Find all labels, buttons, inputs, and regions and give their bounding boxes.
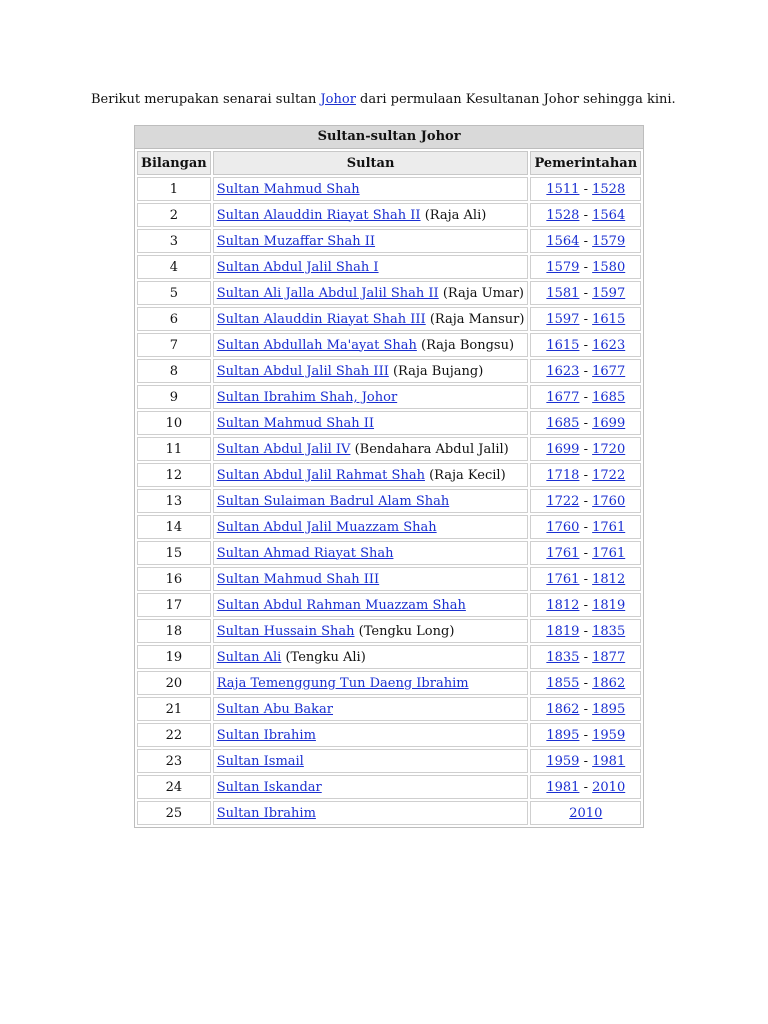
reign-cell [530,463,641,487]
reign-end-link[interactable]: 1877 [592,649,626,665]
sultan-link[interactable]: Sultan Abdullah Ma'ayat Shah [216,337,417,353]
table-row [137,567,641,591]
reign-separator: - [579,415,593,431]
table-row [137,697,641,721]
reign-start-link[interactable]: 1511 [546,181,580,197]
sultan-cell [213,489,529,513]
sultan-cell [213,567,529,591]
row-number: 16 [137,567,211,591]
sultan-link[interactable]: Sultan Hussain Shah [216,623,355,639]
sultan-cell [213,333,529,357]
sultan-link[interactable]: Sultan Ahmad Riayat Shah [216,545,394,561]
reign-cell [530,255,641,279]
sultan-link[interactable]: Sultan Mahmud Shah [216,181,360,197]
reign-start-link[interactable]: 1895 [546,727,580,743]
reign-cell [530,619,641,643]
sultan-cell [213,203,529,227]
table-row [137,411,641,435]
sultan-cell [213,645,529,669]
reign-cell [530,801,641,825]
sultan-table-container [134,125,638,828]
row-number: 5 [137,281,211,305]
reign-separator: - [579,311,593,327]
row-number: 2 [137,203,211,227]
reign-end-link[interactable]: 1895 [592,701,626,717]
table-row [137,463,641,487]
reign-separator: - [579,779,593,795]
sultan-link[interactable]: Sultan Abdul Jalil Muazzam Shah [216,519,437,535]
reign-end-link[interactable]: 1722 [592,467,626,483]
reign-end-link[interactable]: 1819 [592,597,626,613]
reign-end-link[interactable]: 1835 [592,623,626,639]
table-row [137,255,641,279]
table-row [137,593,641,617]
reign-separator: - [579,207,593,223]
reign-cell [530,411,641,435]
reign-end-link[interactable]: 1720 [592,441,626,457]
row-number: 9 [137,385,211,409]
sultan-table [134,125,644,828]
reign-start-link[interactable]: 1835 [546,649,580,665]
row-number: 4 [137,255,211,279]
table-row [137,281,641,305]
reign-start-link[interactable]: 1981 [546,779,580,795]
sultan-alias: (Raja Bujang) [392,363,484,379]
table-row [137,619,641,643]
sultan-cell [213,671,529,695]
sultan-cell [213,229,529,253]
reign-end-link[interactable]: 1580 [592,259,626,275]
intro-paragraph [91,90,731,110]
sultan-alias: (Raja Kecil) [429,467,506,483]
sultan-link[interactable]: Sultan Abu Bakar [216,701,333,717]
reign-cell [530,697,641,721]
table-row [137,749,641,773]
reign-separator: - [579,285,593,301]
sultan-link[interactable]: Sultan Ali Jalla Abdul Jalil Shah II [216,285,439,301]
reign-start-link[interactable]: 1959 [546,753,580,769]
reign-end-link[interactable]: 1528 [592,181,626,197]
reign-separator: - [579,649,593,665]
row-number: 21 [137,697,211,721]
row-number: 8 [137,359,211,383]
reign-start-link[interactable]: 1812 [546,597,580,613]
sultan-link[interactable]: Sultan Alauddin Riayat Shah II [216,207,421,223]
reign-end-link[interactable]: 1685 [592,389,626,405]
table-row [137,333,641,357]
sultan-link[interactable]: Sultan Ibrahim Shah, Johor [216,389,398,405]
sultan-cell [213,541,529,565]
reign-separator: - [579,233,593,249]
reign-start-link[interactable]: 2010 [569,805,603,821]
table-body [137,177,641,825]
reign-separator: - [579,519,593,535]
header-sultan: Sultan [213,151,529,175]
sultan-link[interactable]: Sultan Abdul Jalil Shah I [216,259,379,275]
reign-separator: - [579,467,593,483]
reign-separator: - [579,727,593,743]
table-row [137,671,641,695]
reign-end-link[interactable]: 1761 [592,519,626,535]
reign-separator: - [579,571,593,587]
reign-start-link[interactable]: 1862 [546,701,580,717]
sultan-cell [213,723,529,747]
table-row [137,645,641,669]
sultan-cell [213,385,529,409]
sultan-cell [213,775,529,799]
reign-separator: - [579,337,593,353]
sultan-cell [213,697,529,721]
sultan-link[interactable]: Sultan Abdul Jalil Shah III [216,363,389,379]
reign-separator: - [579,441,593,457]
reign-start-link[interactable]: 1722 [546,493,580,509]
table-row [137,541,641,565]
sultan-link[interactable]: Raja Temenggung Tun Daeng Ibrahim [216,675,469,691]
reign-cell [530,723,641,747]
sultan-alias: (Raja Ali) [424,207,487,223]
reign-end-link[interactable]: 1981 [592,753,626,769]
reign-start-link[interactable]: 1579 [546,259,580,275]
reign-start-link[interactable]: 1581 [546,285,580,301]
sultan-link[interactable]: Sultan Ali [216,649,282,665]
reign-start-link[interactable]: 1819 [546,623,580,639]
row-number: 6 [137,307,211,331]
row-number: 15 [137,541,211,565]
reign-start-link[interactable]: 1761 [546,571,580,587]
row-number: 19 [137,645,211,669]
table-row [137,359,641,383]
reign-cell [530,333,641,357]
sultan-cell [213,437,529,461]
sultan-link[interactable]: Sultan Sulaiman Badrul Alam Shah [216,493,450,509]
table-row [137,801,641,825]
sultan-link[interactable]: Sultan Ibrahim [216,805,316,821]
table-row [137,307,641,331]
table-row [137,229,641,253]
sultan-alias: (Tengku Ali) [285,649,366,665]
row-number: 18 [137,619,211,643]
reign-start-link[interactable]: 1855 [546,675,580,691]
reign-start-link[interactable]: 1699 [546,441,580,457]
reign-cell [530,229,641,253]
reign-end-link[interactable]: 1812 [592,571,626,587]
reign-cell [530,203,641,227]
table-row [137,437,641,461]
sultan-alias: (Raja Umar) [442,285,524,301]
sultan-cell [213,177,529,201]
reign-cell [530,307,641,331]
reign-cell [530,593,641,617]
reign-separator: - [579,493,593,509]
reign-cell [530,749,641,773]
intro-text-after: dari permulaan Kesultanan Johor sehingga kini. [355,92,676,107]
row-number: 1 [137,177,211,201]
row-number: 12 [137,463,211,487]
reign-end-link[interactable]: 1862 [592,675,626,691]
reign-cell [530,177,641,201]
reign-start-link[interactable]: 1623 [546,363,580,379]
header-pemerintahan: Pemerintahan [530,151,641,175]
sultan-link[interactable]: Sultan Ismail [216,753,304,769]
sultan-link[interactable]: Sultan Alauddin Riayat Shah III [216,311,426,327]
sultan-alias: (Tengku Long) [358,623,455,639]
reign-end-link[interactable]: 1623 [592,337,626,353]
sultan-cell [213,255,529,279]
sultan-cell [213,593,529,617]
reign-separator: - [579,597,593,613]
reign-cell [530,645,641,669]
row-number: 25 [137,801,211,825]
reign-end-link[interactable]: 1760 [592,493,626,509]
row-number: 13 [137,489,211,513]
sultan-link[interactable]: Sultan Mahmud Shah III [216,571,380,587]
sultan-cell [213,619,529,643]
reign-cell [530,385,641,409]
reign-start-link[interactable]: 1760 [546,519,580,535]
sultan-alias: (Raja Mansur) [429,311,525,327]
sultan-alias: (Raja Bongsu) [421,337,515,353]
reign-start-link[interactable]: 1597 [546,311,580,327]
sultan-link[interactable]: Sultan Abdul Jalil Rahmat Shah [216,467,425,483]
table-row [137,775,641,799]
reign-separator: - [579,701,593,717]
reign-end-link[interactable]: 1761 [592,545,626,561]
reign-start-link[interactable]: 1718 [546,467,580,483]
reign-cell [530,775,641,799]
table-row [137,177,641,201]
reign-cell [530,489,641,513]
reign-start-link[interactable]: 1677 [546,389,580,405]
row-number: 20 [137,671,211,695]
sultan-cell [213,359,529,383]
johor-link[interactable]: Johor [320,92,356,107]
reign-end-link[interactable]: 2010 [592,779,626,795]
row-number: 11 [137,437,211,461]
reign-separator: - [579,259,593,275]
reign-cell [530,671,641,695]
table-header-row [137,151,641,175]
reign-separator: - [579,389,593,405]
reign-separator: - [579,753,593,769]
reign-start-link[interactable]: 1615 [546,337,580,353]
reign-end-link[interactable]: 1615 [592,311,626,327]
row-number: 23 [137,749,211,773]
sultan-cell [213,515,529,539]
reign-separator: - [579,675,593,691]
reign-end-link[interactable]: 1677 [592,363,626,379]
reign-end-link[interactable]: 1579 [592,233,626,249]
sultan-cell [213,801,529,825]
sultan-cell [213,281,529,305]
reign-cell [530,515,641,539]
reign-end-link[interactable]: 1564 [592,207,626,223]
reign-start-link[interactable]: 1564 [546,233,580,249]
sultan-link[interactable]: Sultan Muzaffar Shah II [216,233,376,249]
table-row [137,385,641,409]
sultan-link[interactable]: Sultan Abdul Jalil IV [216,441,351,457]
sultan-link[interactable]: Sultan Abdul Rahman Muazzam Shah [216,597,466,613]
row-number: 22 [137,723,211,747]
header-bilangan: Bilangan [137,151,211,175]
table-row [137,203,641,227]
reign-cell [530,359,641,383]
reign-cell [530,437,641,461]
reign-separator: - [579,181,593,197]
sultan-cell [213,307,529,331]
reign-separator: - [579,623,593,639]
row-number: 10 [137,411,211,435]
reign-cell [530,281,641,305]
reign-end-link[interactable]: 1959 [592,727,626,743]
reign-separator: - [579,545,593,561]
sultan-link[interactable]: Sultan Ibrahim [216,727,316,743]
reign-end-link[interactable]: 1597 [592,285,626,301]
reign-cell [530,541,641,565]
table-caption: Sultan-sultan Johor [134,125,644,148]
reign-end-link[interactable]: 1699 [592,415,626,431]
sultan-alias: (Bendahara Abdul Jalil) [354,441,509,457]
row-number: 17 [137,593,211,617]
reign-start-link[interactable]: 1761 [546,545,580,561]
reign-start-link[interactable]: 1685 [546,415,580,431]
table-row [137,515,641,539]
sultan-cell [213,749,529,773]
reign-cell [530,567,641,591]
sultan-link[interactable]: Sultan Mahmud Shah II [216,415,375,431]
intro-text-before: Berikut merupakan senarai sultan [91,92,321,107]
row-number: 7 [137,333,211,357]
row-number: 14 [137,515,211,539]
reign-separator: - [579,363,593,379]
table-row [137,723,641,747]
sultan-cell [213,411,529,435]
sultan-cell [213,463,529,487]
reign-start-link[interactable]: 1528 [546,207,580,223]
row-number: 24 [137,775,211,799]
row-number: 3 [137,229,211,253]
sultan-link[interactable]: Sultan Iskandar [216,779,322,795]
table-row [137,489,641,513]
